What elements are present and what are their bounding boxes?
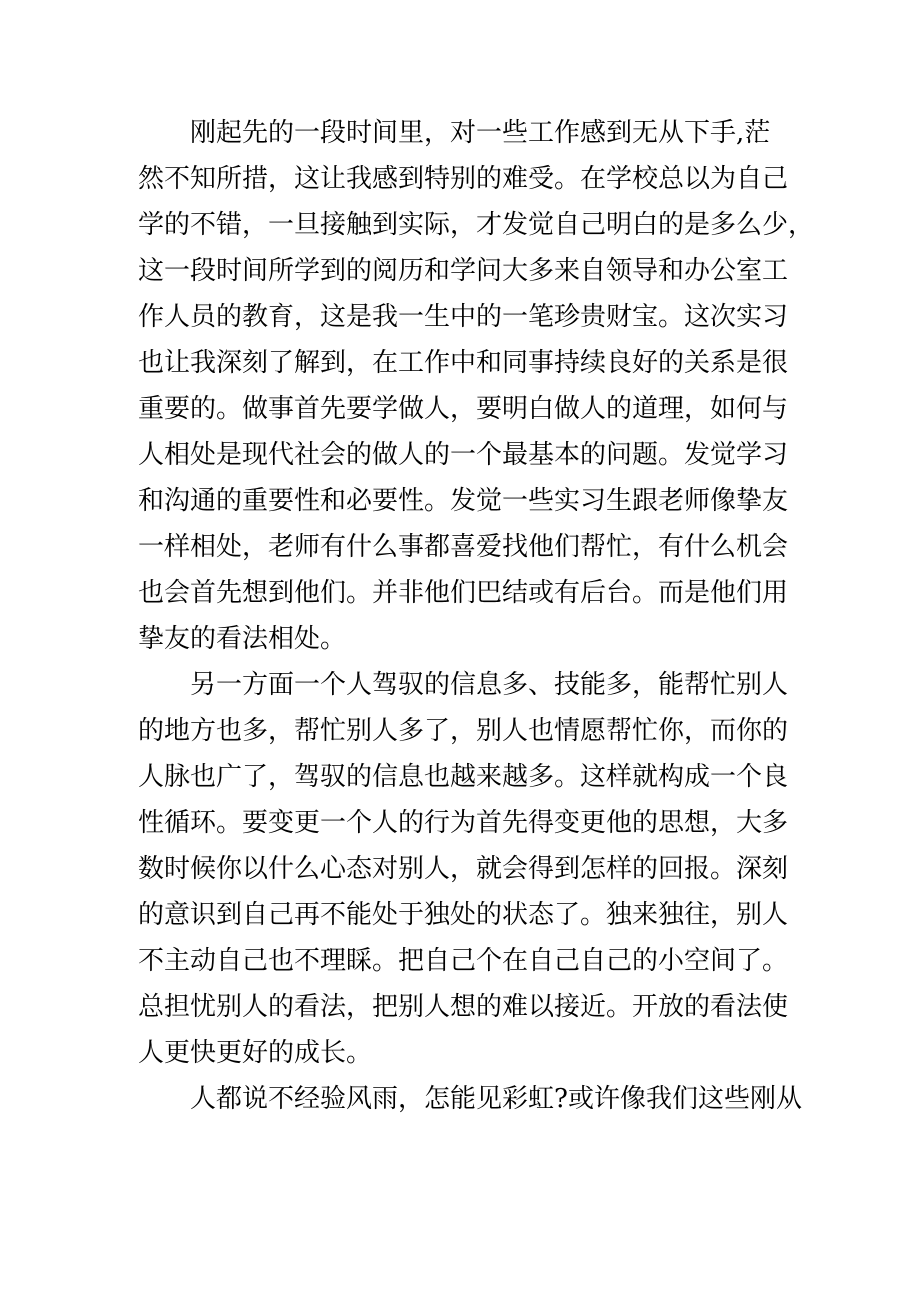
body-text	[138, 110, 815, 1122]
text-line: 也会首先想到他们。并非他们巴结或有后台。而是他们用	[138, 578, 789, 608]
text-line: 性循环。要变更一个人的行为首先得变更他的思想，大多	[138, 808, 789, 838]
text-line: 数时候你以什么心态对别人，就会得到怎样的回报。深刻	[138, 854, 789, 884]
text-line: 的地方也多，帮忙别人多了，别人也情愿帮忙你，而你的	[138, 716, 789, 746]
text-line: 学的不错，一旦接触到实际，才发觉自己明白的是多么少，	[138, 210, 815, 240]
text-line: 人都说不经验风雨，怎能见彩虹?或许像我们这些刚从	[138, 1084, 802, 1114]
paragraph-3	[138, 1076, 802, 1122]
text-line: 也让我深刻了解到，在工作中和同事持续良好的关系是很	[138, 348, 789, 378]
text-line: 和沟通的重要性和必要性。发觉一些实习生跟老师像挚友	[138, 486, 789, 516]
text-line: 这一段时间所学到的阅历和学问大多来自领导和办公室工	[138, 256, 789, 286]
text-line: 另一方面一个人驾驭的信息多、技能多，能帮忙别人	[138, 670, 789, 700]
paragraph-1	[138, 110, 815, 662]
text-line: 作人员的教育，这是我一生中的一笔珍贵财宝。这次实习	[138, 302, 789, 332]
text-line: 人相处是现代社会的做人的一个最基本的问题。发觉学习	[138, 440, 789, 470]
text-line: 的意识到自己再不能处于独处的状态了。独来独往，别人	[138, 900, 789, 930]
text-line: 重要的。做事首先要学做人，要明白做人的道理，如何与	[138, 394, 789, 424]
text-line: 不主动自己也不理睬。把自己个在自己自己的小空间了。	[138, 946, 789, 976]
text-line: 然不知所措，这让我感到特别的难受。在学校总以为自己	[138, 164, 789, 194]
text-line: 人更快更好的成长。	[138, 1038, 373, 1068]
text-line: 一样相处，老师有什么事都喜爱找他们帮忙，有什么机会	[138, 532, 789, 562]
text-line: 挚友的看法相处。	[138, 624, 347, 654]
text-line: 刚起先的一段时间里，对一些工作感到无从下手,茫	[138, 118, 771, 148]
paragraph-2	[138, 662, 798, 1076]
text-line: 人脉也广了，驾驭的信息也越来越多。这样就构成一个良	[138, 762, 789, 792]
text-line: 总担忧别人的看法，把别人想的难以接近。开放的看法使	[138, 992, 789, 1022]
